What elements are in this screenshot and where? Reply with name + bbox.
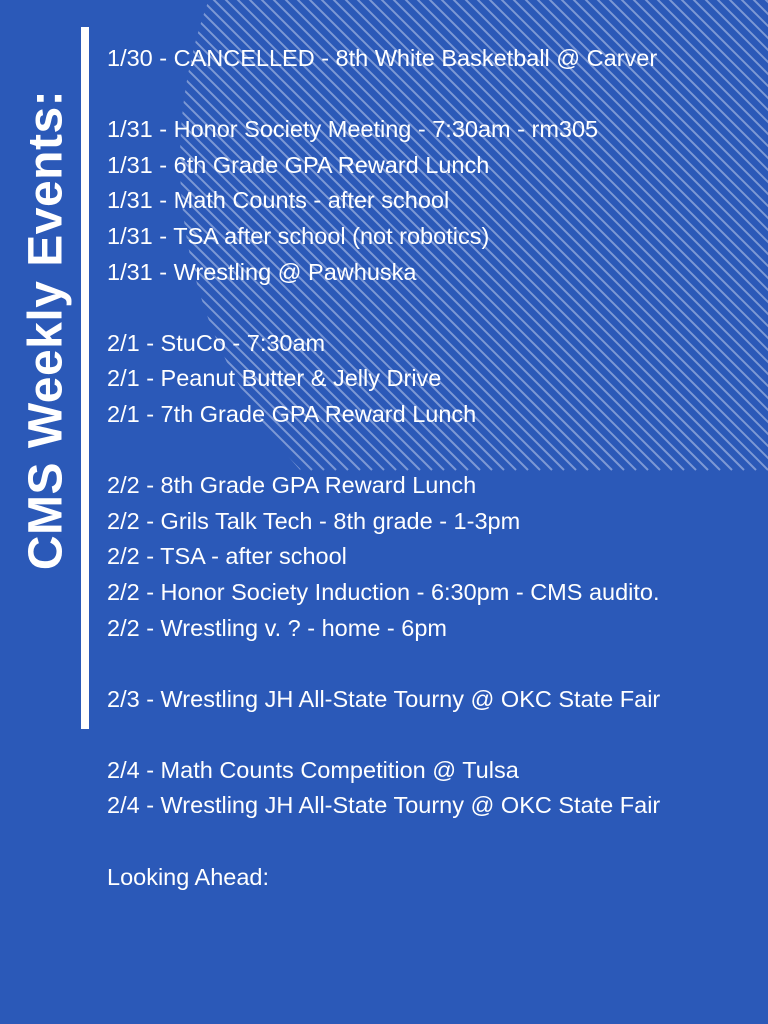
page-title: CMS Weekly Events:	[19, 89, 73, 571]
event-item: 2/3 - Wrestling JH All-State Tourny @ OKC State Fair	[107, 685, 661, 712]
title-divider	[81, 27, 89, 729]
group-spacer	[107, 77, 660, 113]
event-item: 1/30 - CANCELLED - 8th White Basketball @ Carver	[107, 45, 658, 71]
event-item: 2/2 - TSA - after school	[107, 543, 347, 570]
group-spacer	[107, 717, 660, 753]
event-item: 1/31 - Wrestling @ Pawhuska	[107, 258, 417, 285]
event-item: 2/1 - 7th Grade GPA Reward Lunch	[107, 400, 477, 427]
group-spacer	[107, 290, 660, 326]
event-item: 1/31 - 6th Grade GPA Reward Lunch	[107, 151, 490, 178]
event-item: Looking Ahead:	[107, 863, 270, 890]
group-spacer	[107, 433, 660, 469]
event-item: 1/31 - Honor Society Meeting - 7:30am - rm305	[107, 116, 599, 143]
group-spacer	[107, 646, 660, 682]
events-list	[107, 41, 660, 895]
event-item: 2/2 - Honor Society Induction - 6:30pm - CMS audito.	[107, 578, 660, 605]
event-item: 1/31 - Math Counts - after school	[107, 187, 450, 214]
event-item: 2/1 - Peanut Butter & Jelly Drive	[107, 365, 442, 392]
event-item: 2/4 - Wrestling JH All-State Tourny @ OKC State Fair	[107, 792, 661, 819]
event-item: 1/31 - TSA after school (not robotics)	[107, 222, 490, 249]
event-item: 2/2 - 8th Grade GPA Reward Lunch	[107, 472, 477, 499]
event-item: 2/2 - Grils Talk Tech - 8th grade - 1-3pm	[107, 507, 521, 534]
event-item: 2/1 - StuCo - 7:30am	[107, 329, 326, 356]
event-item: 2/4 - Math Counts Competition @ Tulsa	[107, 756, 519, 783]
group-spacer	[107, 824, 660, 860]
event-item: 2/2 - Wrestling v. ? - home - 6pm	[107, 614, 447, 641]
